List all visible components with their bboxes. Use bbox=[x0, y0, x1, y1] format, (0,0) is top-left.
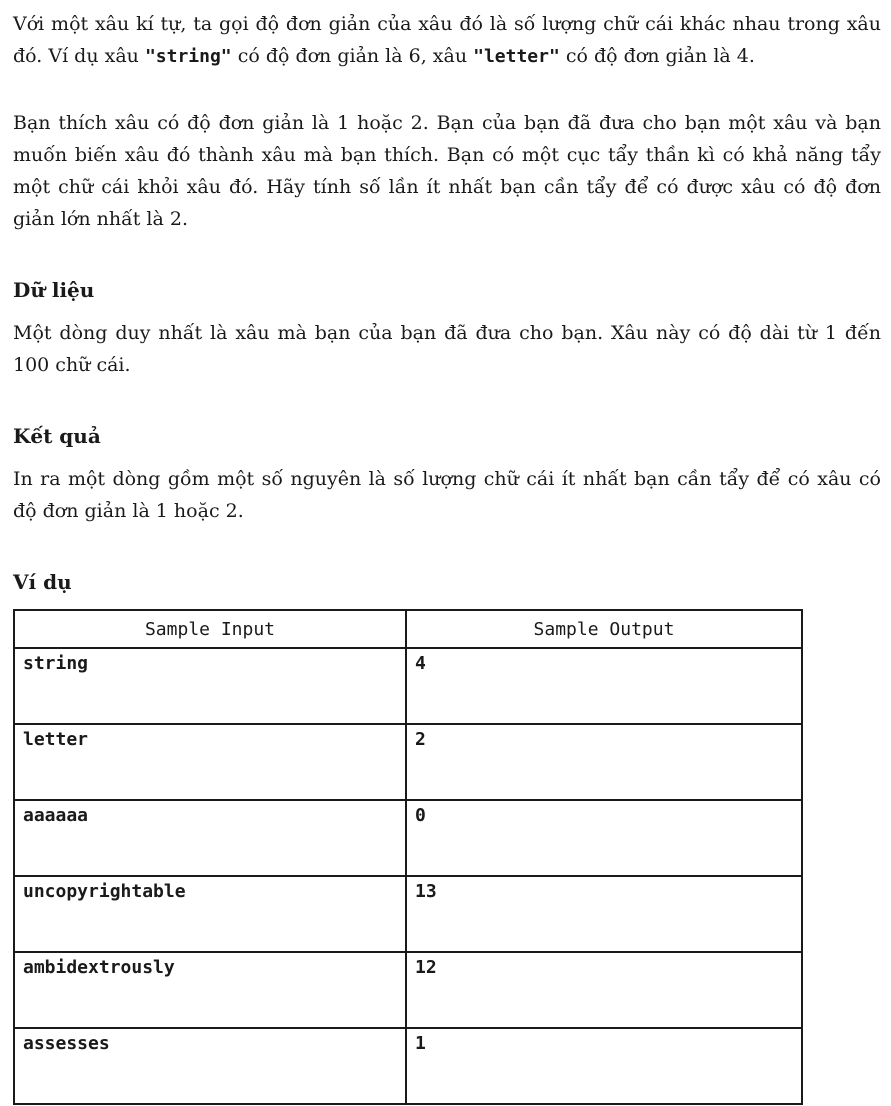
sample-output-cell: 1 bbox=[406, 1028, 802, 1104]
table-row bbox=[14, 876, 802, 952]
sample-output-cell: 13 bbox=[406, 876, 802, 952]
statement-text: có độ đơn giản là 4. bbox=[559, 45, 755, 67]
sample-input-cell: uncopyrightable bbox=[14, 876, 406, 952]
statement-paragraph-2: Bạn thích xâu có độ đơn giản là 1 hoặc 2. Bạn của bạn đã đưa cho bạn một xâu và bạn muốn biến xâu đó thành xâu mà bạn thích. Bạn có một cục tẩy thần kì có khả năng tẩy một chữ cái khỏi xâu đó. Hãy tính số lần ít nhất bạn cần tẩy để có được xâu có độ đơn giản lớn nhất là 2. bbox=[13, 112, 881, 230]
sample-input-header: Sample Input bbox=[14, 610, 406, 648]
example-code-letter: "letter" bbox=[473, 46, 560, 67]
statement-paragraph-1 bbox=[13, 8, 881, 73]
table-row bbox=[14, 952, 802, 1028]
input-description: Một dòng duy nhất là xâu mà bạn của bạn đã đưa cho bạn. Xâu này có độ dài từ 1 đến 100 chữ cái. bbox=[13, 322, 881, 376]
table-row bbox=[14, 800, 802, 876]
input-heading: Dữ liệu bbox=[13, 278, 95, 302]
problem-statement bbox=[13, 8, 881, 1105]
sample-output-cell: 2 bbox=[406, 724, 802, 800]
sample-input-cell: letter bbox=[14, 724, 406, 800]
sample-output-cell: 0 bbox=[406, 800, 802, 876]
statement-text: Với một xâu kí tự, ta gọi độ đơn giản của xâu đó là số lượng chữ cái khác nhau trong xâu đó. Ví dụ xâu bbox=[13, 13, 881, 67]
table-row bbox=[14, 724, 802, 800]
example-heading: Ví dụ bbox=[13, 570, 72, 594]
sample-input-cell: aaaaaa bbox=[14, 800, 406, 876]
sample-input-cell: string bbox=[14, 648, 406, 724]
output-description: In ra một dòng gồm một số nguyên là số lượng chữ cái ít nhất bạn cần tẩy để có xâu có độ đơn giản là 1 hoặc 2. bbox=[13, 468, 881, 522]
sample-table bbox=[13, 609, 803, 1105]
example-code-string: "string" bbox=[144, 46, 232, 67]
sample-input-cell: ambidextrously bbox=[14, 952, 406, 1028]
sample-output-cell: 4 bbox=[406, 648, 802, 724]
statement-text: có độ đơn giản là 6, xâu bbox=[231, 45, 474, 67]
sample-output-header: Sample Output bbox=[406, 610, 802, 648]
table-row bbox=[14, 1028, 802, 1104]
table-row bbox=[14, 648, 802, 724]
output-heading: Kết quả bbox=[13, 424, 101, 448]
sample-table-header bbox=[14, 610, 802, 648]
sample-input-cell: assesses bbox=[14, 1028, 406, 1104]
sample-output-cell: 12 bbox=[406, 952, 802, 1028]
